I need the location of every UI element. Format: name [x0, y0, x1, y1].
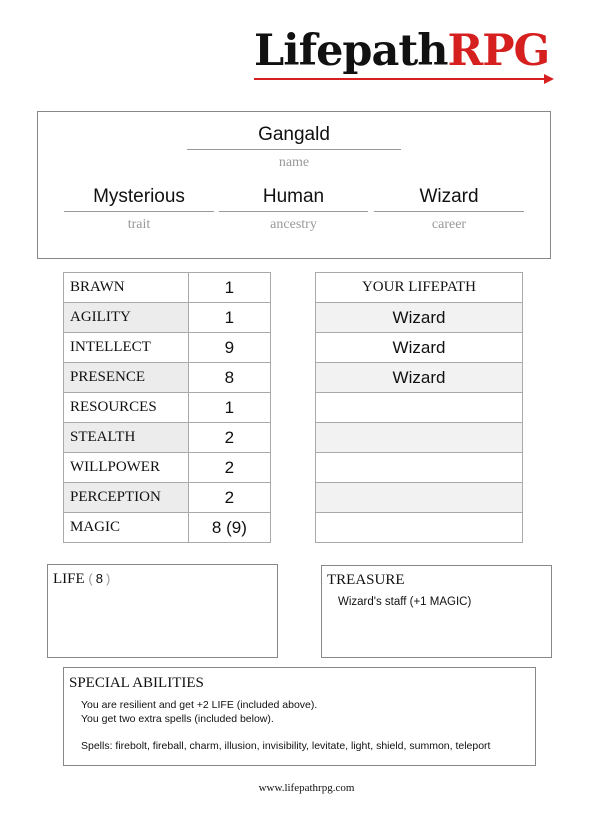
lifepath-entry[interactable]: Wizard — [316, 363, 523, 393]
name-underline — [187, 149, 401, 150]
special-ability-line: You get two extra spells (included below). — [81, 713, 274, 725]
stat-value[interactable]: 2 — [188, 453, 270, 483]
stat-name: RESOURCES — [64, 393, 189, 423]
treasure-item: Wizard's staff (+1 MAGIC) — [338, 596, 472, 608]
career-value[interactable]: Wizard — [419, 186, 479, 207]
trait-underline — [64, 211, 214, 212]
attributes-table — [63, 272, 271, 543]
stat-value[interactable]: 9 — [188, 333, 270, 363]
name-label: name — [278, 155, 310, 170]
lifepath-entry[interactable]: Wizard — [316, 333, 523, 363]
trait-label: trait — [127, 217, 151, 232]
stat-name: WILLPOWER — [64, 453, 189, 483]
stat-name: BRAWN — [64, 273, 189, 303]
stat-row-intellect — [64, 333, 271, 363]
stat-value[interactable]: 1 — [188, 273, 270, 303]
logo-underline — [254, 78, 546, 80]
stat-row-willpower — [64, 453, 271, 483]
logo-text-lifepath: Lifepath — [254, 26, 448, 76]
lifepath-table — [315, 272, 523, 543]
special-ability-line: You are resilient and get +2 LIFE (included above). — [81, 699, 318, 711]
lifepath-entry[interactable] — [316, 483, 523, 513]
character-name-value[interactable]: Gangald — [258, 124, 330, 145]
ancestry-underline — [219, 211, 368, 212]
career-label: career — [431, 217, 467, 232]
stat-value[interactable]: 1 — [188, 303, 270, 333]
stat-row-stealth — [64, 423, 271, 453]
lifepath-entry[interactable]: Wizard — [316, 303, 523, 333]
stat-value[interactable]: 1 — [188, 393, 270, 423]
stat-name: MAGIC — [64, 513, 189, 543]
stat-name: PRESENCE — [64, 363, 189, 393]
ancestry-value[interactable]: Human — [262, 186, 325, 207]
lifepath-header: YOUR LIFEPATH — [316, 273, 523, 303]
life-label: LIFE — [53, 571, 85, 587]
stat-name: STEALTH — [64, 423, 189, 453]
life-value[interactable]: 8 — [95, 571, 103, 586]
lifepath-rpg-logo — [254, 26, 550, 76]
lifepath-entry[interactable] — [316, 453, 523, 483]
stat-row-brawn — [64, 273, 271, 303]
stat-row-resources — [64, 393, 271, 423]
stat-value[interactable]: 8 — [188, 363, 270, 393]
life-title — [53, 571, 110, 588]
treasure-title: TREASURE — [327, 572, 405, 588]
logo-text-rpg: RPG — [447, 26, 550, 76]
stat-name: AGILITY — [64, 303, 189, 333]
ancestry-label: ancestry — [270, 217, 317, 232]
lifepath-entry[interactable] — [316, 393, 523, 423]
trait-value[interactable]: Mysterious — [93, 186, 185, 207]
career-underline — [374, 211, 524, 212]
lifepath-entry[interactable] — [316, 423, 523, 453]
stat-value[interactable]: 2 — [188, 423, 270, 453]
stat-value[interactable]: 2 — [188, 483, 270, 513]
stat-row-perception — [64, 483, 271, 513]
life-open-paren: ( — [88, 571, 93, 586]
stat-name: PERCEPTION — [64, 483, 189, 513]
special-abilities-title: SPECIAL ABILITIES — [69, 675, 204, 691]
spells-list: Spells: firebolt, fireball, charm, illusion, invisibility, levitate, light, shield, summon, teleport — [81, 740, 491, 752]
footer-url[interactable]: www.lifepathrpg.com — [258, 782, 355, 794]
stat-row-presence — [64, 363, 271, 393]
stat-name: INTELLECT — [64, 333, 189, 363]
life-close-paren: ) — [106, 571, 111, 586]
stat-value[interactable]: 8 (9) — [188, 513, 270, 543]
stat-row-agility — [64, 303, 271, 333]
lifepath-entry[interactable] — [316, 513, 523, 543]
stat-row-magic — [64, 513, 271, 543]
logo-arrow-icon — [544, 74, 554, 84]
